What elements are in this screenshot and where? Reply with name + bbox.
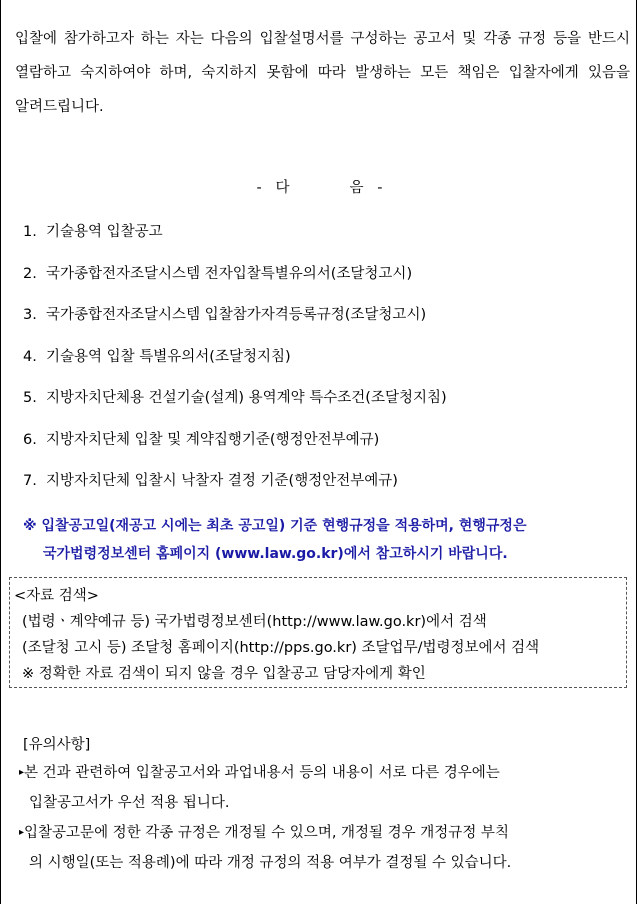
item-text: 기술용역 입찰공고	[46, 224, 163, 240]
caution-item	[19, 818, 630, 878]
item-number: 3.	[23, 307, 37, 323]
item-number: 5.	[23, 390, 37, 406]
item-text: 국가종합전자조달시스템 전자입찰특별유의서(조달청고시)	[46, 265, 413, 282]
item-text: 지방자치단체 입찰시 낙찰자 결정 기준(행정안전부예규)	[46, 473, 398, 489]
search-line: (조달청 고시 등) 조달청 홈페이지(http://pps.go.kr) 조달업무/법령정보에서 검색	[22, 640, 540, 656]
notice-line-2: 국가법령정보센터 홈페이지 (www.law.go.kr)에서 참고하시기 바랍니다.	[43, 546, 508, 562]
caution-line-1: 본 건과 관련하여 입찰공고서와 과업내용서 등의 내용이 서로 다른 경우에는	[24, 765, 500, 781]
list-item	[23, 470, 447, 512]
item-text: 지방자치단체 입찰 및 계약집행기준(행정안전부예규)	[46, 431, 380, 448]
list-item	[23, 429, 447, 471]
bullet-icon: ▸	[19, 827, 25, 838]
search-line: ※ 정확한 자료 검색이 되지 않을 경우 입찰공고 담당자에게 확인	[22, 666, 426, 682]
item-number: 1.	[23, 224, 37, 240]
caution-line-2: 의 시행일(또는 적용례)에 따라 개정 규정의 적용 여부가 결정될 수 있습니다.	[29, 855, 512, 871]
notice-line-1: ※ 입찰공고일(재공고 시에는 최초 공고일) 기준 현행규정을 적용하며, 현행규정은	[23, 518, 527, 534]
caution-title: [유의사항]	[23, 737, 91, 753]
list-item	[23, 387, 447, 429]
list-item	[23, 304, 447, 346]
item-text: 국가종합전자조달시스템 입찰참가자격등록규정(조달청고시)	[46, 307, 427, 323]
bullet-icon: ▸	[19, 767, 25, 778]
search-line: (법령ㆍ계약예규 등) 국가법령정보센터(http://www.law.go.kr)에서 검색	[22, 614, 487, 630]
item-number: 7.	[23, 473, 37, 489]
caution-line-2: 입찰공고서가 우선 적용 됩니다.	[29, 795, 230, 811]
section-heading: - 다 음 -	[256, 180, 383, 196]
search-box-title: <자료 검색>	[14, 588, 99, 604]
notice-text	[23, 512, 623, 568]
regulation-list	[23, 221, 447, 512]
list-item	[23, 346, 447, 388]
data-search-box	[9, 577, 627, 688]
intro-paragraph: 입찰에 참가하고자 하는 자는 다음의 입찰설명서를 구성하는 공고서 및 각종 규정 등을 반드시 열람하고 숙지하여야 하며, 숙지하지 못함에 따라 발생하는 모든 책임은 입찰자에게 있음을 알려드립니다.	[15, 31, 630, 115]
item-number: 4.	[23, 348, 37, 365]
item-number: 2.	[23, 265, 37, 282]
list-item	[23, 221, 447, 263]
item-text: 지방자치단체용 건설기술(설계) 용역계약 특수조건(조달청지침)	[46, 390, 447, 406]
caution-item	[19, 758, 630, 818]
item-number: 6.	[23, 431, 37, 448]
item-text: 기술용역 입찰 특별유의서(조달청지침)	[46, 348, 291, 365]
caution-line-1: 입찰공고문에 정한 각종 규정은 개정될 수 있으며, 개정될 경우 개정규정 부칙	[24, 825, 509, 841]
list-item	[23, 263, 447, 305]
